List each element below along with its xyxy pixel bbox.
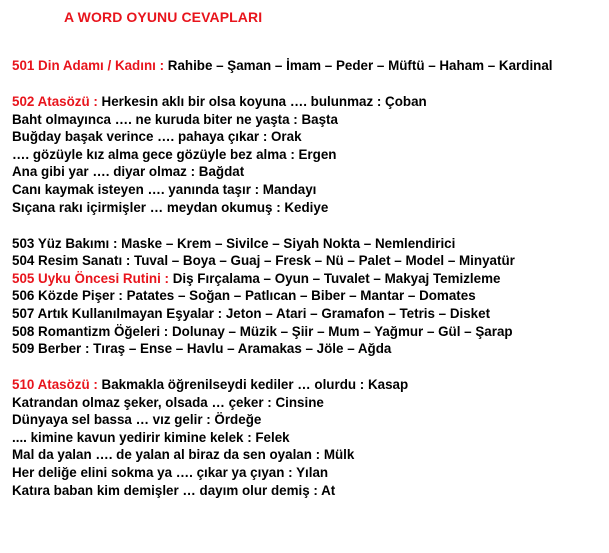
answer-508: 508 Romantizm Öğeleri : Dolunay – Müzik – Şiir – Mum – Yağmur – Gül – Şarap [12, 323, 513, 339]
proverb-line: Ana gibi yar …. diyar olmaz : Bağdat [12, 164, 245, 180]
answer-506: 506 Közde Pişer : Patates – Soğan – Patlıcan – Biber – Mantar – Domates [12, 288, 476, 304]
answer-509: 509 Berber : Tıraş – Ense – Havlu – Aramakas – Jöle – Ağda [12, 341, 392, 357]
proverb-line: Katrandan olmaz şeker, olsada … çeker : Cinsine [12, 394, 324, 410]
proverb-line: Sıçana rakı içirmişler … meydan okumuş : Kediye [12, 199, 329, 215]
spacer [12, 358, 602, 376]
proverb-line: Baht olmayınca …. ne kuruda biter ne yaşta : Başta [12, 111, 338, 127]
answer-501-label: 501 Din Adamı / Kadını : [12, 58, 165, 73]
answer-505-label: 505 Uyku Öncesi Rutini : [12, 270, 170, 286]
answer-503: 503 Yüz Bakımı : Maske – Krem – Sivilce – Siyah Nokta – Nemlendirici [12, 235, 456, 251]
answer-505 [12, 270, 602, 288]
proverb-line: Canı kaymak isteyen …. yanında taşır : Mandayı [12, 181, 317, 197]
answer-501 [12, 57, 602, 75]
answer-510 [12, 376, 602, 394]
answer-504: 504 Resim Sanatı : Tuval – Boya – Guaj – Fresk – Nü – Palet – Model – Minyatür [12, 253, 515, 269]
spacer [12, 216, 602, 234]
page-title: A WORD OYUNU CEVAPLARI [64, 9, 263, 25]
proverb-line: Buğday başak verince …. pahaya çıkar : Orak [12, 129, 302, 145]
proverb-line: Her deliğe elini sokma ya …. çıkar ya çıyan : Yılan [12, 465, 329, 481]
answer-501-text: Rahibe – Şaman – İmam – Peder – Müftü – Haham – Kardinal [164, 58, 553, 73]
answer-505-text: Diş Fırçalama – Oyun – Tuvalet – Makyaj Temizleme [169, 270, 501, 286]
answer-510-first: Bakmakla öğrenilseydi kediler … olurdu : Kasap [97, 377, 409, 393]
answer-502-first: Herkesin aklı bir olsa koyuna …. bulunmaz : Çoban [97, 93, 427, 109]
answers-content [12, 57, 602, 499]
proverb-line: Mal da yalan …. de yalan al biraz da sen oyalan : Mülk [12, 447, 355, 463]
proverb-line: Dünyaya sel bassa … vız gelir : Ördeğe [12, 412, 262, 428]
spacer [12, 75, 602, 93]
answer-502-label: 502 Atasözü : [12, 93, 98, 109]
answer-502 [12, 93, 602, 111]
answer-507: 507 Artık Kullanılmayan Eşyalar : Jeton – Atari – Gramafon – Tetris – Disket [12, 305, 491, 321]
proverb-line: Katıra baban kim demişler … dayım olur demiş : At [12, 482, 336, 498]
proverb-line: .... kimine kavun yedirir kimine kelek : Felek [12, 429, 290, 445]
answer-510-label: 510 Atasözü : [12, 377, 98, 393]
proverb-line: …. gözüyle kız alma gece gözüyle bez alma : Ergen [12, 146, 337, 162]
